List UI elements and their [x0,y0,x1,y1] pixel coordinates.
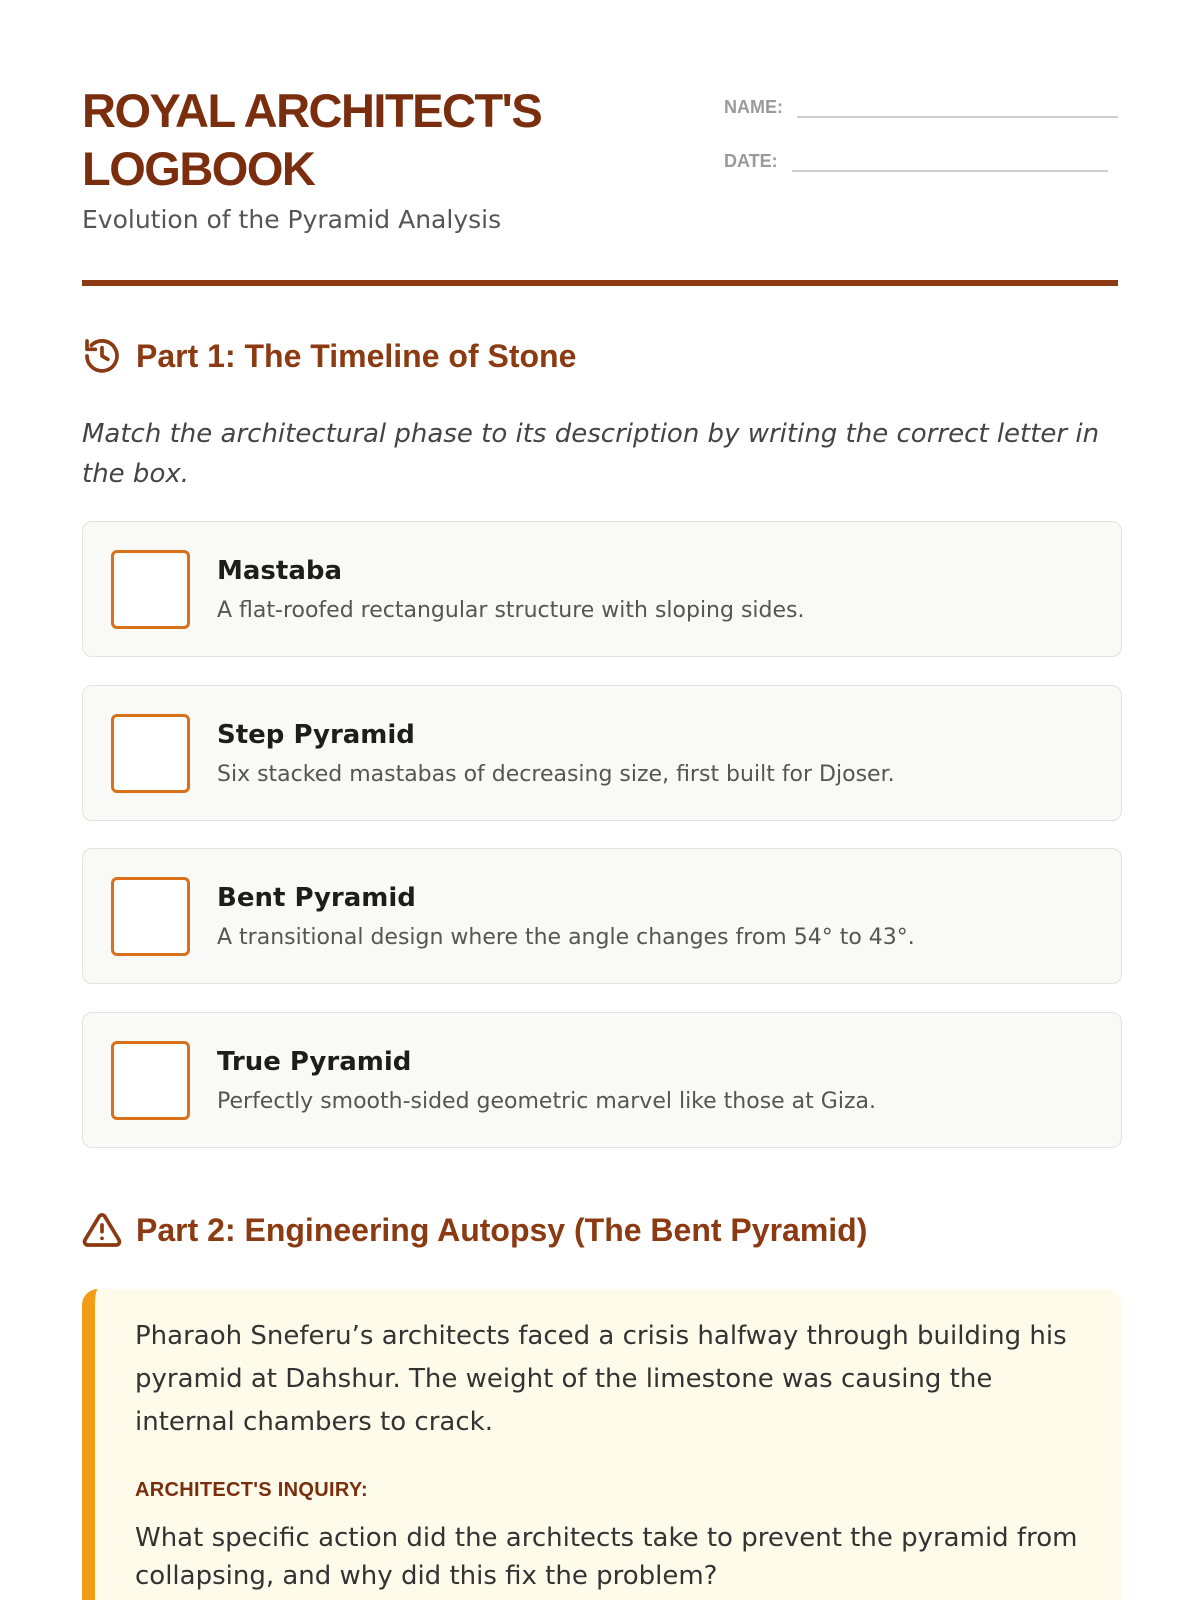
student-info-fields [724,86,1118,194]
phase-description: A transitional design where the angle changes from 54° to 43°. [217,925,915,950]
inquiry-label: ARCHITECT'S INQUIRY: [135,1479,368,1501]
case-study-text: Pharaoh Sneferu’s architects faced a crisis halfway through building his pyramid at Dahshur. The weight of the limestone was causing the internal chambers to crack. [135,1321,1067,1437]
inquiry-question: What specific action did the architects take to prevent the pyramid from collapsing, and why did this fix the problem? [135,1523,1078,1591]
part2-heading-text: Part 2: Engineering Autopsy (The Bent Pyramid) [136,1211,868,1248]
date-label: DATE: [724,151,778,171]
phase-term: True Pyramid [217,1047,412,1077]
page-subtitle: Evolution of the Pyramid Analysis [82,205,502,234]
name-label: NAME: [724,97,783,117]
case-study-callout [82,1289,1122,1600]
header-divider [82,280,1118,286]
answer-box[interactable] [111,550,190,629]
match-item-step-pyramid [82,685,1122,821]
date-input-line[interactable] [792,142,1108,172]
match-item-true-pyramid [82,1012,1122,1148]
phase-description: Perfectly smooth-sided geometric marvel like those at Giza. [217,1089,876,1114]
part1-heading [82,336,576,376]
name-field [724,86,1118,118]
answer-box[interactable] [111,877,190,956]
answer-box[interactable] [111,714,190,793]
match-item-bent-pyramid [82,848,1122,984]
warning-icon [82,1210,122,1250]
part1-instruction: Match the architectural phase to its description by writing the correct letter in the box. [82,419,1100,489]
worksheet-header [82,0,1118,288]
history-icon [82,336,122,376]
answer-box[interactable] [111,1041,190,1120]
date-field [724,140,1118,172]
name-input-line[interactable] [797,88,1118,118]
phase-term: Step Pyramid [217,720,415,750]
match-item-mastaba [82,521,1122,657]
phase-description: Six stacked mastabas of decreasing size, first built for Djoser. [217,762,895,787]
phase-term: Bent Pyramid [217,883,416,913]
part2-heading [82,1210,867,1250]
page-title: ROYAL ARCHITECT'S LOGBOOK [82,84,542,195]
part1-heading-text: Part 1: The Timeline of Stone [136,337,577,374]
phase-term: Mastaba [217,556,343,586]
phase-description: A flat-roofed rectangular structure with sloping sides. [217,598,805,623]
